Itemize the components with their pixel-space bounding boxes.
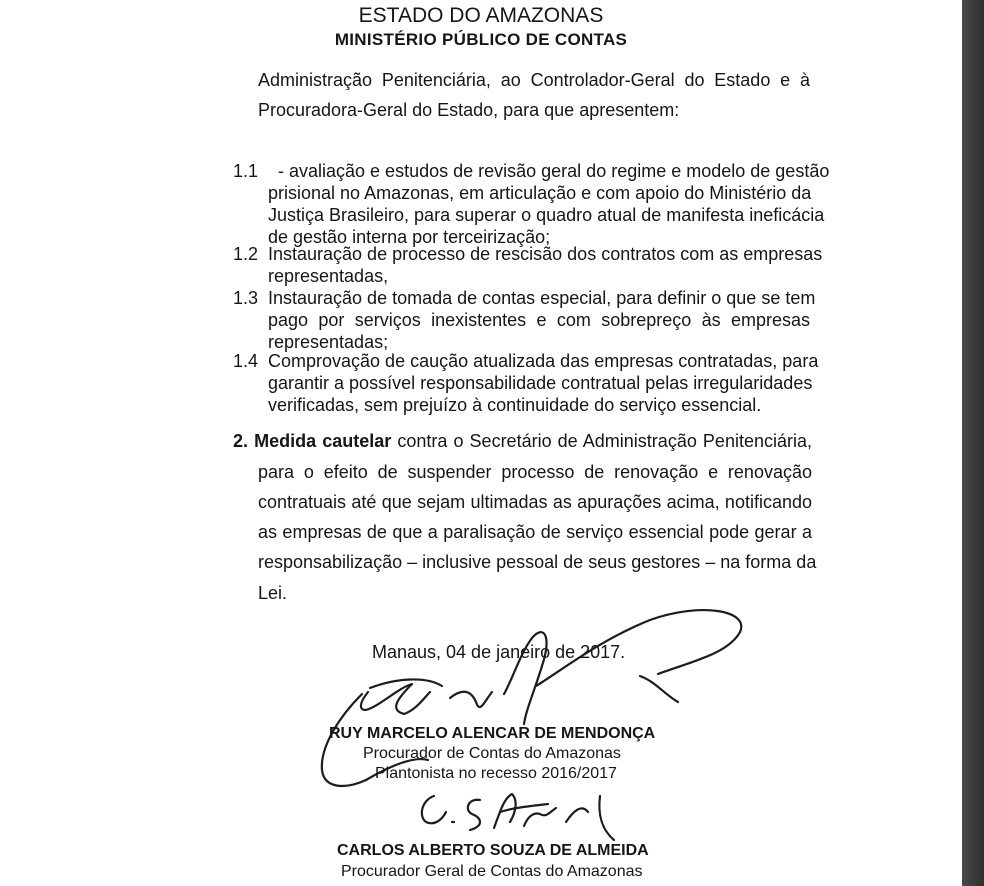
signatory-role: Procurador de Contas do Amazonas: [363, 745, 621, 762]
item-number: 1.3: [233, 288, 259, 308]
signatory-role: Procurador Geral de Contas do Amazonas: [341, 863, 643, 880]
item-line: prisional no Amazonas, em articulação e com apoio do Ministério da: [268, 183, 812, 203]
item-line: representadas;: [268, 332, 389, 352]
section2-line: para o efeito de suspender processo de renovação e renovação: [258, 462, 812, 482]
section2-first-line: [233, 430, 812, 452]
item-number: 1.2: [233, 244, 259, 264]
section2-line: responsabilização – inclusive pessoal de seus gestores – na forma da: [258, 552, 817, 572]
item-line: de gestão interna por terceirização;: [268, 227, 551, 247]
item-number: 1.1: [233, 161, 259, 181]
section2-lead: Medida cautelar: [254, 431, 392, 451]
intro-line: Procuradora-Geral do Estado, para que apresentem:: [258, 100, 680, 120]
section2-line: contratuais até que sejam ultimadas as apurações acima, notificando: [258, 492, 812, 512]
signatory-name: CARLOS ALBERTO SOUZA DE ALMEIDA: [337, 842, 649, 859]
header-ministry: MINISTÉRIO PÚBLICO DE CONTAS: [334, 30, 628, 49]
signatory-name: RUY MARCELO ALENCAR DE MENDONÇA: [329, 725, 656, 742]
item-line: - avaliação e estudos de revisão geral do regime e modelo de gestão: [278, 161, 830, 181]
item-line: pago por serviços inexistentes e com sobrepreço às empresas: [268, 310, 810, 330]
item-line: Instauração de processo de rescisão dos contratos com as empresas: [268, 244, 823, 264]
viewer-edge: [962, 0, 984, 886]
item-line: representadas,: [268, 266, 389, 286]
header-state: ESTADO DO AMAZONAS: [358, 4, 604, 27]
item-line: Justiça Brasileiro, para superar o quadro atual de manifesta ineficácia: [268, 205, 825, 225]
signatory-role: Plantonista no recesso 2016/2017: [375, 765, 617, 782]
item-line: Instauração de tomada de contas especial, para definir o que se tem: [268, 288, 816, 308]
item-line: Comprovação de caução atualizada das empresas contratadas, para: [268, 351, 819, 371]
place-date: Manaus, 04 de janeiro de 2017.: [372, 642, 626, 662]
item-number: 1.4: [233, 351, 259, 371]
item-line: verificadas, sem prejuízo à continuidade do serviço essencial.: [268, 395, 762, 415]
intro-line: Administração Penitenciária, ao Controlador-Geral do Estado e à: [258, 70, 810, 90]
section2-line: as empresas de que a paralisação de serviço essencial pode gerar a: [258, 522, 812, 542]
section2-number: 2.: [233, 431, 249, 451]
section2-first-rest: contra o Secretário de Administração Penitenciária,: [391, 431, 812, 451]
section2-line: Lei.: [258, 583, 288, 603]
item-line: garantir a possível responsabilidade contratual pelas irregularidades: [268, 373, 813, 393]
